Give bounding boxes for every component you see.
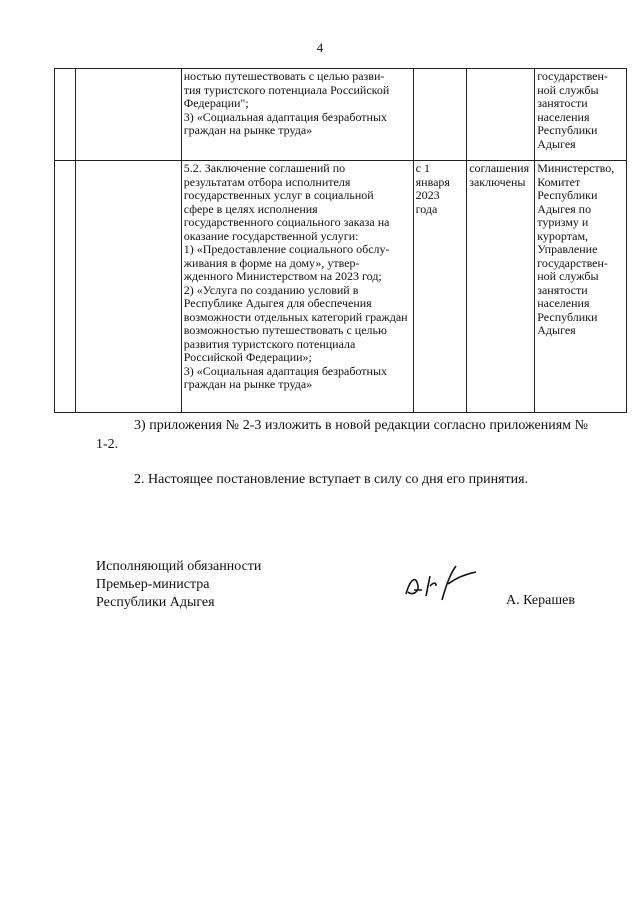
table-cell-executor	[535, 161, 627, 413]
table-cell-result	[467, 161, 535, 413]
table-cell-text	[181, 161, 413, 413]
cell-line: заключены	[469, 174, 526, 189]
signatory-title-line: Премьер-министра	[96, 577, 210, 592]
table-cell-text	[181, 69, 413, 161]
cell-line: Адыгея по	[537, 201, 592, 216]
cell-line: граждан на рынке труда»	[183, 377, 313, 391]
cell-line: ностью путешествовать с целью разви-	[183, 69, 385, 83]
cell-line: Федерации";	[183, 96, 249, 110]
cell-line: занятости	[537, 282, 588, 297]
cell-line: 3) «Социальная адаптация безработных	[183, 363, 388, 378]
signatory-title-line: Исполняющий обязанности	[96, 559, 262, 574]
handwritten-signature	[400, 556, 480, 608]
cell-line: государственного социального заказа на	[183, 215, 390, 229]
table-cell-number	[55, 161, 76, 413]
cell-line: оказание государственной услуги:	[183, 228, 359, 243]
cell-line: 5.2. Заключение соглашений по	[183, 161, 346, 175]
cell-line: Адыгея	[537, 323, 576, 337]
cell-line: государствен-	[537, 69, 608, 83]
cell-line: Республики	[537, 123, 598, 137]
cell-line: населения	[537, 296, 590, 310]
cell-line: тия туристского потенциала Российской	[183, 82, 390, 97]
signatory-name: А. Керашев	[506, 593, 575, 608]
cell-line: Республики	[537, 309, 598, 324]
cell-line: Российской Федерации»;	[183, 350, 312, 364]
cell-line: развития туристского потенциала	[183, 336, 356, 351]
table-row	[55, 161, 627, 413]
table-cell-category	[75, 161, 181, 413]
cell-line: возможностью путешествовать с целью	[183, 323, 387, 337]
cell-line: 2023	[415, 188, 440, 202]
table-cell-date	[413, 161, 467, 413]
cell-line: туризму и	[537, 215, 589, 229]
cell-line: 2) «Услуга по созданию условий в	[183, 282, 359, 297]
cell-line: живания в форме на дому», утвер-	[183, 255, 360, 270]
cell-line: Адыгея	[537, 136, 576, 151]
page-number: 4	[316, 40, 324, 55]
cell-line: 1) «Предоставление социального обслу-	[183, 242, 390, 256]
cell-line: ной службы	[537, 269, 599, 283]
cell-line: соглашения	[469, 161, 530, 175]
table-row	[55, 69, 627, 161]
cell-line: года	[415, 201, 438, 216]
table-cell-category	[75, 69, 181, 161]
cell-line: января	[415, 174, 450, 189]
cell-line: жденного Министерством на 2023 год;	[183, 269, 382, 283]
paragraph-appendix-amendment: 3) приложения № 2-3 изложить в новой редакции согласно приложениям № 1-2.	[96, 418, 588, 452]
table-cell-result	[467, 69, 535, 161]
cell-line: Республике Адыгея для обеспечения	[183, 296, 372, 310]
cell-line: курортам,	[537, 228, 589, 243]
cell-line: населения	[537, 109, 590, 124]
cell-line: сфере в целях исполнения	[183, 201, 318, 216]
cell-line: государственных услуг в социальной	[183, 188, 374, 202]
signatory-title-line: Республики Адыгея	[96, 595, 215, 610]
cell-line: возможности отдельных категорий граждан	[183, 309, 408, 324]
cell-line: с 1	[415, 161, 430, 175]
table-cell-executor	[535, 69, 627, 161]
cell-line: граждан на рынке труда»	[183, 123, 313, 137]
cell-line: занятости	[537, 96, 588, 110]
signatory-title	[96, 558, 261, 612]
cell-line: Республики	[537, 188, 598, 202]
table-cell-date	[413, 69, 467, 161]
cell-line: Министерство,	[537, 161, 615, 175]
document-table	[54, 68, 627, 413]
cell-line: Управление	[537, 242, 598, 256]
cell-line: 3) «Социальная адаптация безработных	[183, 109, 388, 124]
cell-line: результатам отбора исполнителя	[183, 174, 351, 189]
cell-line: государствен-	[537, 255, 608, 270]
paragraph-effective-date: 2. Настоящее постановление вступает в силу со дня его принятия.	[134, 472, 529, 487]
table-cell-number	[55, 69, 76, 161]
cell-line: Комитет	[537, 174, 581, 189]
cell-line: ной службы	[537, 82, 599, 97]
